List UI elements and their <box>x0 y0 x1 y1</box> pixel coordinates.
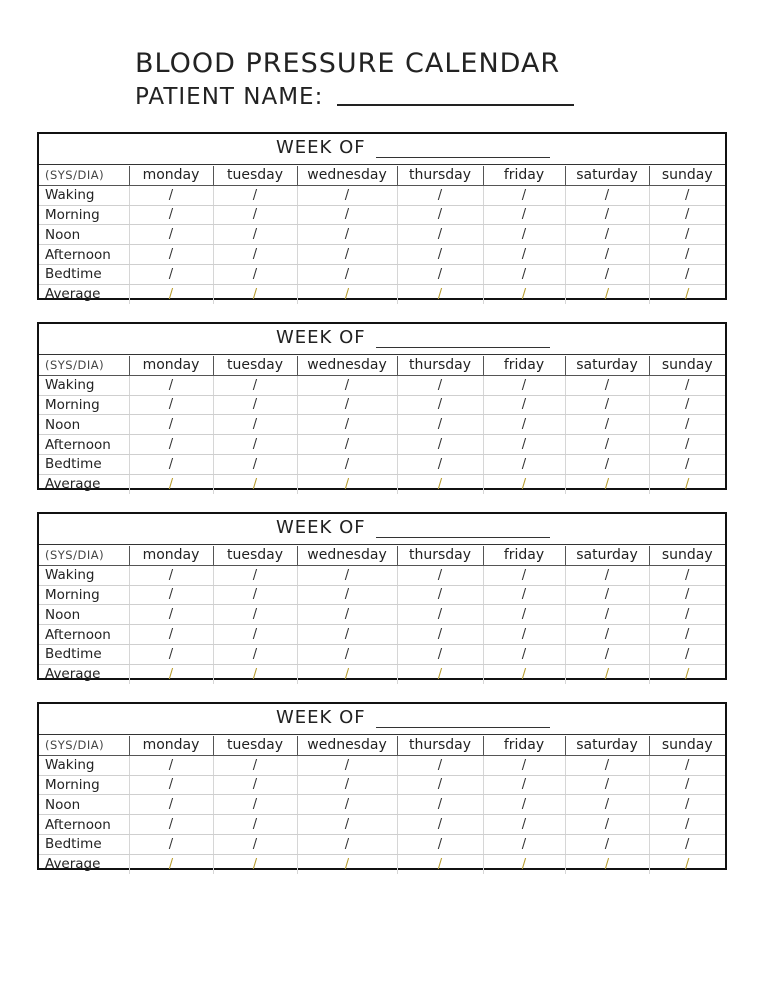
reading-cell[interactable]: / <box>397 585 483 605</box>
reading-cell[interactable]: / <box>483 664 565 683</box>
reading-cell[interactable]: / <box>649 585 725 605</box>
table-row <box>39 775 725 795</box>
reading-cell[interactable]: / <box>649 245 725 265</box>
day-header-thursday: thursday <box>397 166 483 185</box>
reading-cell[interactable]: / <box>565 185 649 205</box>
day-header-sunday: sunday <box>649 356 725 375</box>
reading-cell[interactable]: / <box>297 435 397 455</box>
page-title: BLOOD PRESSURE CALENDAR <box>135 48 561 79</box>
reading-cell[interactable]: / <box>483 815 565 835</box>
week-header <box>39 134 725 165</box>
reading-cell[interactable]: / <box>297 834 397 854</box>
reading-cell[interactable]: / <box>649 375 725 395</box>
reading-cell[interactable]: / <box>213 755 297 775</box>
week-header <box>39 324 725 355</box>
reading-cell[interactable]: / <box>213 474 297 493</box>
row-label: Bedtime <box>39 834 129 854</box>
reading-cell[interactable]: / <box>397 795 483 815</box>
reading-cell[interactable]: / <box>565 205 649 225</box>
row-label: Morning <box>39 395 129 415</box>
table-row <box>39 435 725 455</box>
reading-cell[interactable]: / <box>213 854 297 873</box>
reading-cell[interactable]: / <box>565 625 649 645</box>
sys-dia-label: (SYS/DIA) <box>39 166 129 185</box>
table-row <box>39 415 725 435</box>
reading-cell[interactable]: / <box>397 395 483 415</box>
reading-cell[interactable]: / <box>213 664 297 683</box>
row-label: Morning <box>39 585 129 605</box>
reading-cell[interactable]: / <box>129 205 213 225</box>
reading-cell[interactable]: / <box>213 435 297 455</box>
reading-cell[interactable]: / <box>297 795 397 815</box>
reading-cell[interactable]: / <box>297 854 397 873</box>
reading-cell[interactable]: / <box>649 185 725 205</box>
reading-cell[interactable]: / <box>297 474 397 493</box>
reading-cell[interactable]: / <box>649 474 725 493</box>
reading-cell[interactable]: / <box>649 755 725 775</box>
day-header-wednesday: wednesday <box>297 546 397 565</box>
reading-cell[interactable]: / <box>649 205 725 225</box>
reading-cell[interactable]: / <box>483 205 565 225</box>
reading-cell[interactable]: / <box>213 245 297 265</box>
reading-cell[interactable]: / <box>397 664 483 683</box>
reading-cell[interactable]: / <box>565 565 649 585</box>
reading-cell[interactable]: / <box>397 474 483 493</box>
reading-cell[interactable]: / <box>649 664 725 683</box>
week-of-label: WEEK OF <box>276 517 366 538</box>
reading-cell[interactable]: / <box>565 585 649 605</box>
reading-cell[interactable]: / <box>213 775 297 795</box>
reading-cell[interactable]: / <box>213 454 297 474</box>
table-row <box>39 375 725 395</box>
reading-cell[interactable]: / <box>129 605 213 625</box>
reading-cell[interactable]: / <box>213 284 297 303</box>
table-row <box>39 854 725 873</box>
reading-cell[interactable]: / <box>565 264 649 284</box>
reading-cell[interactable]: / <box>649 435 725 455</box>
row-label: Bedtime <box>39 644 129 664</box>
table-row <box>39 454 725 474</box>
reading-cell[interactable]: / <box>483 245 565 265</box>
reading-cell[interactable]: / <box>213 264 297 284</box>
reading-cell[interactable]: / <box>565 834 649 854</box>
table-row <box>39 474 725 493</box>
reading-cell[interactable]: / <box>397 435 483 455</box>
reading-cell[interactable]: / <box>397 755 483 775</box>
reading-cell[interactable]: / <box>397 375 483 395</box>
reading-cell[interactable]: / <box>397 644 483 664</box>
sys-dia-label: (SYS/DIA) <box>39 546 129 565</box>
table-row <box>39 644 725 664</box>
reading-cell[interactable]: / <box>483 625 565 645</box>
reading-cell[interactable]: / <box>129 775 213 795</box>
reading-cell[interactable]: / <box>649 854 725 873</box>
reading-cell[interactable]: / <box>297 565 397 585</box>
reading-cell[interactable]: / <box>565 474 649 493</box>
reading-cell[interactable]: / <box>213 605 297 625</box>
reading-cell[interactable]: / <box>397 625 483 645</box>
reading-cell[interactable]: / <box>565 795 649 815</box>
reading-cell[interactable]: / <box>483 435 565 455</box>
reading-cell[interactable]: / <box>213 415 297 435</box>
reading-cell[interactable]: / <box>649 775 725 795</box>
table-row <box>39 605 725 625</box>
day-header-thursday: thursday <box>397 356 483 375</box>
day-header-tuesday: tuesday <box>213 166 297 185</box>
reading-cell[interactable]: / <box>649 644 725 664</box>
reading-cell[interactable]: / <box>129 185 213 205</box>
reading-cell[interactable]: / <box>565 775 649 795</box>
reading-cell[interactable]: / <box>129 454 213 474</box>
day-header-monday: monday <box>129 356 213 375</box>
row-label: Average <box>45 476 101 493</box>
sys-dia-label: (SYS/DIA) <box>39 736 129 755</box>
day-header-sunday: sunday <box>649 736 725 755</box>
reading-cell[interactable]: / <box>483 185 565 205</box>
reading-cell[interactable]: / <box>129 264 213 284</box>
reading-cell[interactable]: / <box>297 284 397 303</box>
table-row <box>39 664 725 683</box>
week-header <box>39 704 725 735</box>
day-header-wednesday: wednesday <box>297 166 397 185</box>
week-block <box>37 702 727 873</box>
reading-cell[interactable]: / <box>297 375 397 395</box>
reading-cell[interactable]: / <box>129 834 213 854</box>
table-row <box>39 205 725 225</box>
reading-cell[interactable]: / <box>397 605 483 625</box>
table-row <box>39 834 725 854</box>
reading-cell[interactable]: / <box>129 245 213 265</box>
reading-cell[interactable]: / <box>565 605 649 625</box>
reading-cell[interactable]: / <box>649 625 725 645</box>
reading-cell[interactable]: / <box>483 474 565 493</box>
week-block <box>37 322 727 493</box>
reading-cell[interactable]: / <box>129 854 213 873</box>
week-of-label: WEEK OF <box>276 327 366 348</box>
reading-cell[interactable]: / <box>483 225 565 245</box>
reading-cell[interactable]: / <box>297 185 397 205</box>
reading-cell[interactable]: / <box>565 415 649 435</box>
table-row <box>39 565 725 585</box>
day-header-saturday: saturday <box>565 356 649 375</box>
reading-cell[interactable]: / <box>297 644 397 664</box>
reading-cell[interactable]: / <box>129 664 213 683</box>
row-label: Average <box>45 666 101 683</box>
reading-cell[interactable]: / <box>213 395 297 415</box>
reading-cell[interactable]: / <box>565 225 649 245</box>
reading-cell[interactable]: / <box>213 834 297 854</box>
reading-cell[interactable]: / <box>397 815 483 835</box>
reading-cell[interactable]: / <box>213 644 297 664</box>
table-header-row <box>39 546 725 565</box>
reading-cell[interactable]: / <box>565 454 649 474</box>
reading-cell[interactable]: / <box>297 775 397 795</box>
day-header-saturday: saturday <box>565 546 649 565</box>
reading-cell[interactable]: / <box>649 795 725 815</box>
row-label: Average <box>45 286 101 303</box>
reading-cell[interactable]: / <box>565 245 649 265</box>
reading-cell[interactable]: / <box>649 815 725 835</box>
day-header-wednesday: wednesday <box>297 356 397 375</box>
reading-cell[interactable]: / <box>565 395 649 415</box>
row-label: Noon <box>39 415 129 435</box>
reading-cell[interactable]: / <box>565 854 649 873</box>
day-header-thursday: thursday <box>397 736 483 755</box>
row-label: Afternoon <box>39 625 129 645</box>
day-header-tuesday: tuesday <box>213 736 297 755</box>
reading-cell[interactable]: / <box>297 245 397 265</box>
reading-cell[interactable]: / <box>129 395 213 415</box>
bp-table <box>39 166 725 304</box>
day-header-sunday: sunday <box>649 166 725 185</box>
reading-cell[interactable]: / <box>397 205 483 225</box>
day-header-monday: monday <box>129 736 213 755</box>
day-header-monday: monday <box>129 546 213 565</box>
reading-cell[interactable]: / <box>483 644 565 664</box>
reading-cell[interactable]: / <box>297 815 397 835</box>
reading-cell[interactable]: / <box>397 565 483 585</box>
reading-cell[interactable]: / <box>565 815 649 835</box>
reading-cell[interactable]: / <box>483 795 565 815</box>
reading-cell[interactable]: / <box>649 834 725 854</box>
reading-cell[interactable]: / <box>297 205 397 225</box>
table-row <box>39 585 725 605</box>
row-label: Waking <box>39 755 129 775</box>
reading-cell[interactable]: / <box>129 625 213 645</box>
reading-cell[interactable]: / <box>649 605 725 625</box>
day-header-friday: friday <box>483 546 565 565</box>
reading-cell[interactable]: / <box>297 664 397 683</box>
row-label: Afternoon <box>39 815 129 835</box>
reading-cell[interactable]: / <box>483 454 565 474</box>
reading-cell[interactable]: / <box>483 395 565 415</box>
reading-cell[interactable]: / <box>129 225 213 245</box>
reading-cell[interactable]: / <box>297 395 397 415</box>
reading-cell[interactable]: / <box>565 755 649 775</box>
week-block <box>37 512 727 683</box>
reading-cell[interactable]: / <box>213 585 297 605</box>
row-label: Average <box>45 856 101 873</box>
reading-cell[interactable]: / <box>213 815 297 835</box>
reading-cell[interactable]: / <box>213 625 297 645</box>
reading-cell[interactable]: / <box>483 375 565 395</box>
reading-cell[interactable]: / <box>213 185 297 205</box>
week-of-blank[interactable] <box>376 536 550 538</box>
reading-cell[interactable]: / <box>649 454 725 474</box>
reading-cell[interactable]: / <box>483 284 565 303</box>
row-label: Bedtime <box>39 454 129 474</box>
reading-cell[interactable]: / <box>483 854 565 873</box>
reading-cell[interactable]: / <box>213 565 297 585</box>
reading-cell[interactable]: / <box>129 815 213 835</box>
day-header-friday: friday <box>483 166 565 185</box>
reading-cell[interactable]: / <box>397 264 483 284</box>
reading-cell[interactable]: / <box>483 585 565 605</box>
table-row <box>39 815 725 835</box>
reading-cell[interactable]: / <box>129 565 213 585</box>
row-label: Waking <box>39 185 129 205</box>
reading-cell[interactable]: / <box>483 415 565 435</box>
reading-cell[interactable]: / <box>297 605 397 625</box>
week-of-blank[interactable] <box>376 346 550 348</box>
reading-cell[interactable]: / <box>213 225 297 245</box>
reading-cell[interactable]: / <box>397 454 483 474</box>
patient-name-field <box>135 84 574 110</box>
reading-cell[interactable]: / <box>213 795 297 815</box>
reading-cell[interactable]: / <box>397 225 483 245</box>
reading-cell[interactable]: / <box>483 834 565 854</box>
reading-cell[interactable]: / <box>213 375 297 395</box>
reading-cell[interactable]: / <box>213 205 297 225</box>
reading-cell[interactable]: / <box>649 264 725 284</box>
reading-cell[interactable]: / <box>397 245 483 265</box>
row-label: Morning <box>39 775 129 795</box>
patient-name-label: PATIENT NAME: <box>135 84 324 110</box>
reading-cell[interactable]: / <box>649 395 725 415</box>
reading-cell[interactable]: / <box>649 415 725 435</box>
reading-cell[interactable]: / <box>397 415 483 435</box>
week-of-label: WEEK OF <box>276 137 366 158</box>
reading-cell[interactable]: / <box>397 775 483 795</box>
reading-cell[interactable]: / <box>397 834 483 854</box>
reading-cell[interactable]: / <box>397 185 483 205</box>
patient-name-blank[interactable] <box>337 103 574 106</box>
day-header-friday: friday <box>483 736 565 755</box>
reading-cell[interactable]: / <box>129 755 213 775</box>
reading-cell[interactable]: / <box>297 415 397 435</box>
reading-cell[interactable]: / <box>297 625 397 645</box>
reading-cell[interactable]: / <box>397 284 483 303</box>
day-header-thursday: thursday <box>397 546 483 565</box>
table-row <box>39 245 725 265</box>
reading-cell[interactable]: / <box>483 565 565 585</box>
day-header-saturday: saturday <box>565 736 649 755</box>
reading-cell[interactable]: / <box>297 264 397 284</box>
table-header-row <box>39 736 725 755</box>
table-row <box>39 395 725 415</box>
week-of-label: WEEK OF <box>276 707 366 728</box>
bp-table <box>39 736 725 874</box>
day-header-tuesday: tuesday <box>213 356 297 375</box>
row-label: Waking <box>39 565 129 585</box>
reading-cell[interactable]: / <box>129 795 213 815</box>
reading-cell[interactable]: / <box>297 454 397 474</box>
row-label: Noon <box>39 225 129 245</box>
reading-cell[interactable]: / <box>483 775 565 795</box>
row-label: Afternoon <box>39 245 129 265</box>
reading-cell[interactable]: / <box>129 415 213 435</box>
reading-cell[interactable]: / <box>565 284 649 303</box>
week-of-blank[interactable] <box>376 726 550 728</box>
bp-table <box>39 546 725 684</box>
table-header-row <box>39 166 725 185</box>
table-row <box>39 264 725 284</box>
reading-cell[interactable]: / <box>129 585 213 605</box>
row-label: Waking <box>39 375 129 395</box>
reading-cell[interactable]: / <box>129 284 213 303</box>
table-row <box>39 625 725 645</box>
row-label: Noon <box>39 795 129 815</box>
table-row <box>39 795 725 815</box>
reading-cell[interactable]: / <box>129 375 213 395</box>
row-label: Afternoon <box>39 435 129 455</box>
reading-cell[interactable]: / <box>297 225 397 245</box>
day-header-sunday: sunday <box>649 546 725 565</box>
reading-cell[interactable]: / <box>649 225 725 245</box>
reading-cell[interactable]: / <box>129 644 213 664</box>
reading-cell[interactable]: / <box>397 854 483 873</box>
table-row <box>39 755 725 775</box>
reading-cell[interactable]: / <box>297 585 397 605</box>
reading-cell[interactable]: / <box>129 474 213 493</box>
day-header-saturday: saturday <box>565 166 649 185</box>
reading-cell[interactable]: / <box>565 375 649 395</box>
table-row <box>39 284 725 303</box>
reading-cell[interactable]: / <box>565 644 649 664</box>
week-header <box>39 514 725 545</box>
bp-table <box>39 356 725 494</box>
reading-cell[interactable]: / <box>649 565 725 585</box>
sys-dia-label: (SYS/DIA) <box>39 356 129 375</box>
row-label: Noon <box>39 605 129 625</box>
reading-cell[interactable]: / <box>483 264 565 284</box>
reading-cell[interactable]: / <box>483 605 565 625</box>
reading-cell[interactable]: / <box>565 435 649 455</box>
table-row <box>39 185 725 205</box>
table-header-row <box>39 356 725 375</box>
day-header-monday: monday <box>129 166 213 185</box>
week-block <box>37 132 727 303</box>
row-label: Bedtime <box>39 264 129 284</box>
table-row <box>39 225 725 245</box>
day-header-tuesday: tuesday <box>213 546 297 565</box>
day-header-wednesday: wednesday <box>297 736 397 755</box>
week-of-blank[interactable] <box>376 156 550 158</box>
day-header-friday: friday <box>483 356 565 375</box>
row-label: Morning <box>39 205 129 225</box>
reading-cell[interactable]: / <box>129 435 213 455</box>
reading-cell[interactable]: / <box>565 664 649 683</box>
reading-cell[interactable]: / <box>297 755 397 775</box>
reading-cell[interactable]: / <box>649 284 725 303</box>
reading-cell[interactable]: / <box>483 755 565 775</box>
